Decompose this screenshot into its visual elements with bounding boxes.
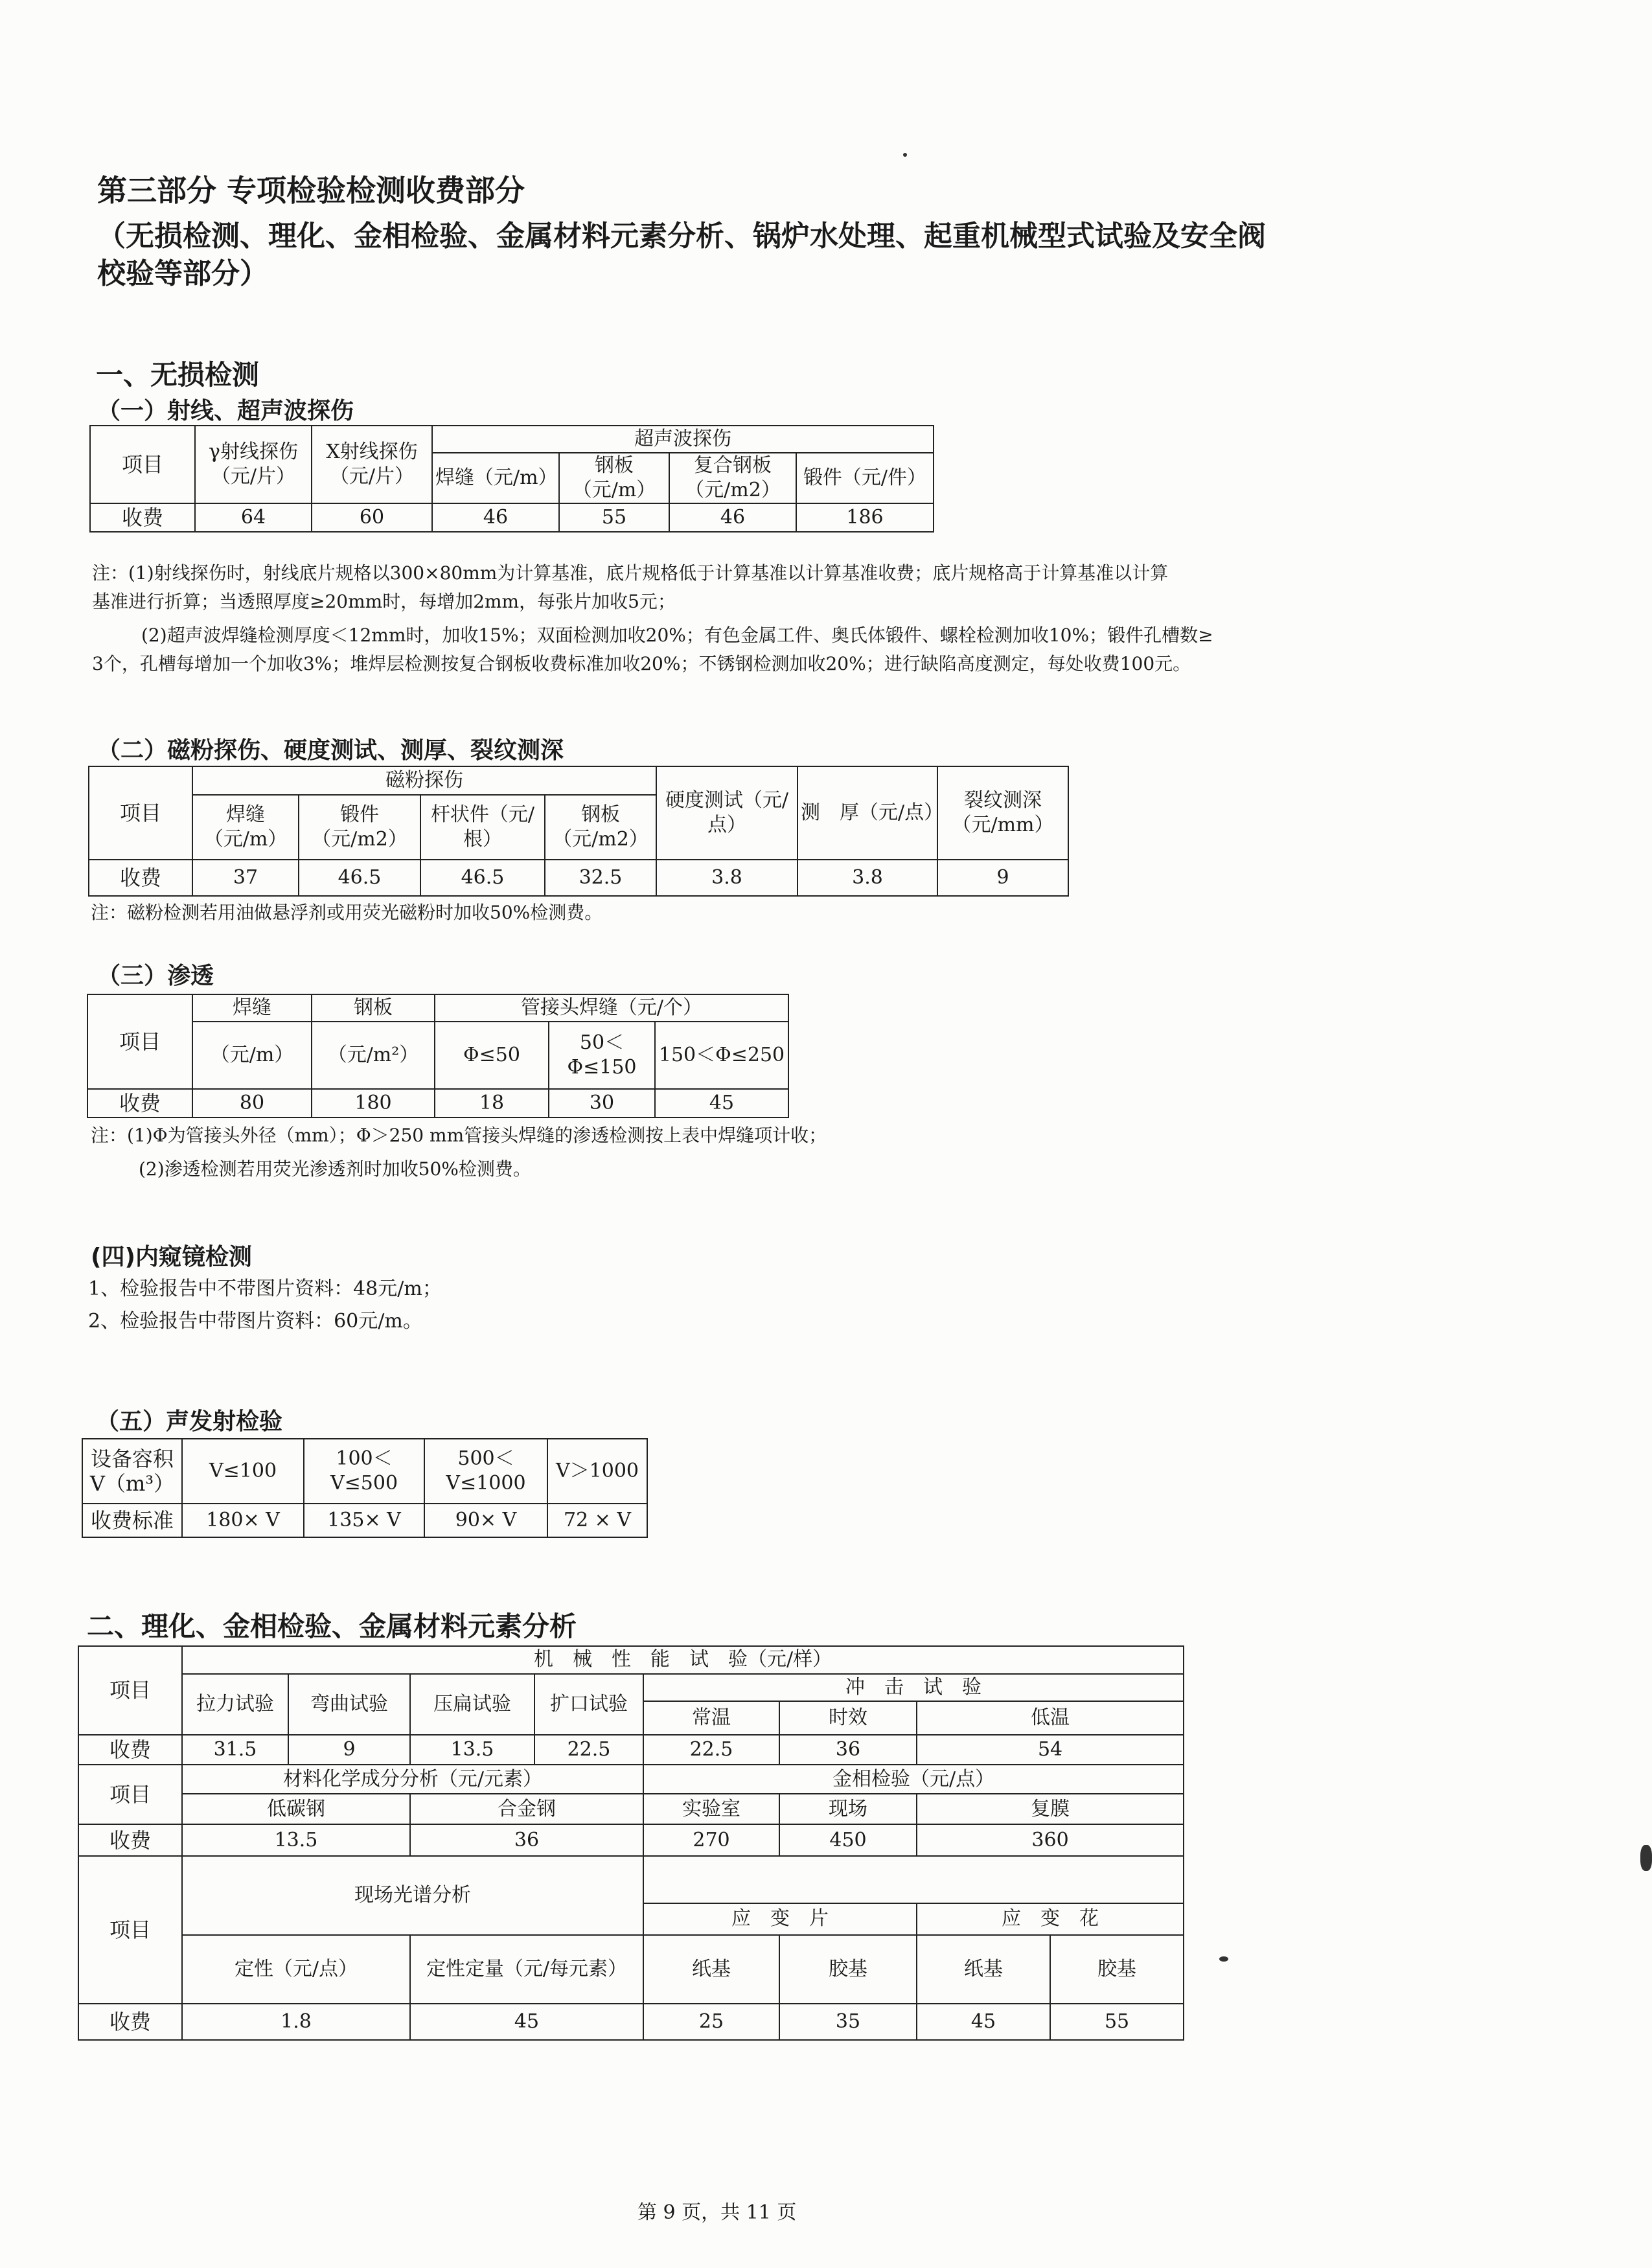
glue-base: 胶基 xyxy=(1050,1935,1184,2004)
fee-value: 30 xyxy=(549,1089,655,1117)
fee-value: 13.5 xyxy=(410,1735,534,1765)
endoscope-line-2: 2、检验报告中带图片资料：60元/m。 xyxy=(88,1310,422,1333)
header-item: 项目 xyxy=(89,766,192,860)
header-clad-plate: 复合钢板（元/m2） xyxy=(669,453,796,503)
header-plate: 钢板 xyxy=(312,994,435,1022)
volume-range: 100＜V≤500 xyxy=(304,1439,424,1504)
header-plate: 钢板（元/m2） xyxy=(545,795,656,860)
fee-value: 31.5 xyxy=(182,1735,288,1765)
header-forging: 锻件（元/m2） xyxy=(299,795,420,860)
item-label: 项目 xyxy=(78,1646,182,1735)
header-xray: X射线探伤（元/片） xyxy=(312,426,432,503)
section-2-title: 二、理化、金相检验、金属材料元素分析 xyxy=(87,1610,577,1642)
header-rod: 杆状件（元/根） xyxy=(420,795,545,860)
header-weld: 焊缝（元/m） xyxy=(432,453,559,503)
flatten-test: 压扁试验 xyxy=(410,1674,534,1735)
physical-chemical-table xyxy=(78,1645,1184,2041)
note-2-line2: 3个，孔槽每增加一个加收3%；堆焊层检测按复合钢板收费标准加收20%；不锈钢检测加收20%；进行缺陷高度测定，每处收费100元。 xyxy=(92,653,1191,674)
note-2-line1: (2)超声波焊缝检测厚度＜12mm时，加收15%；双面检测加收20%；有色金属工件、奥氏体锻件、螺栓检测加收10%；锻件孔槽数≥ xyxy=(141,624,1213,646)
impact-test-header: 冲 击 试 验 xyxy=(643,1674,1184,1702)
header-gamma: γ射线探伤（元/片） xyxy=(195,426,312,503)
penetrant-table xyxy=(87,994,789,1118)
fee-value: 135× V xyxy=(304,1504,424,1537)
paper-base: 纸基 xyxy=(917,1935,1050,2004)
header-item: 项目 xyxy=(87,994,192,1089)
impact-normal-temp: 常温 xyxy=(643,1701,779,1734)
low-carbon-steel: 低碳钢 xyxy=(182,1794,410,1824)
fee-value: 180× V xyxy=(182,1504,304,1537)
impact-aging: 时效 xyxy=(779,1701,917,1734)
fee-value: 45 xyxy=(655,1089,788,1117)
fee-value: 1.8 xyxy=(182,2004,410,2040)
subsection-2-title: （二）磁粉探伤、硬度测试、测厚、裂纹测深 xyxy=(97,737,564,764)
scan-speck xyxy=(903,153,907,157)
note-1-line2: 基准进行折算；当透照厚度≥20mm时，每增加2mm，每张片加收5元； xyxy=(92,591,676,612)
fee-value: 46 xyxy=(432,503,559,532)
fee-value: 45 xyxy=(410,2004,643,2040)
fee-value: 186 xyxy=(796,503,934,532)
magnetic-hardness-table xyxy=(88,766,1069,897)
note-1-line1: 注：(1)射线探伤时，射线底片规格以300×80mm为计算基准，底片规格低于计算基准以计算基准收费；底片规格高于计算基准以计算 xyxy=(92,562,1169,584)
header-diameter-2: 50＜Φ≤150 xyxy=(549,1022,655,1089)
fee-value: 25 xyxy=(643,2004,779,2040)
header-diameter-3: 150＜Φ≤250 xyxy=(655,1022,788,1089)
laboratory: 实验室 xyxy=(643,1794,779,1824)
fee-value: 13.5 xyxy=(182,1824,410,1856)
fee-label: 收费 xyxy=(78,1735,182,1765)
part-subtitle-line1: （无损检测、理化、金相检验、金属材料元素分析、锅炉水处理、起重机械型式试验及安全阀 xyxy=(97,220,1266,253)
paper-base: 纸基 xyxy=(643,1935,779,2004)
fee-value: 46.5 xyxy=(420,860,545,896)
on-site: 现场 xyxy=(779,1794,917,1824)
endoscope-line-1: 1、检验报告中不带图片资料：48元/m； xyxy=(88,1277,442,1300)
page-footer: 第 9 页，共 11 页 xyxy=(637,2201,797,2224)
part-title: 第三部分 专项检验检测收费部分 xyxy=(97,173,525,208)
note-penetrant-1: 注：(1)Φ为管接头外径（mm）；Φ＞250 mm管接头焊缝的渗透检测按上表中焊缝项计收； xyxy=(91,1125,827,1146)
fee-value: 46.5 xyxy=(299,860,420,896)
spectral-analysis-header: 现场光谱分析 xyxy=(182,1856,643,1935)
fee-value: 54 xyxy=(917,1735,1184,1765)
header-item: 项目 xyxy=(90,426,195,503)
header-weld: 焊缝（元/m） xyxy=(192,795,299,860)
volume-range: 500＜V≤1000 xyxy=(424,1439,547,1504)
header-magnetic: 磁粉探伤 xyxy=(192,766,656,795)
subsection-3-title: （三）渗透 xyxy=(97,963,214,989)
header-plate-unit: （元/m²） xyxy=(312,1022,435,1089)
header-diameter-1: Φ≤50 xyxy=(435,1022,549,1089)
fee-value: 18 xyxy=(435,1089,549,1117)
fee-value: 64 xyxy=(195,503,312,532)
fee-value: 35 xyxy=(779,2004,917,2040)
impact-low-temp: 低温 xyxy=(917,1701,1184,1734)
flare-test: 扩口试验 xyxy=(534,1674,643,1735)
acoustic-emission-table xyxy=(82,1438,648,1538)
subsection-5-title: （五）声发射检验 xyxy=(96,1408,283,1435)
fee-value: 90× V xyxy=(424,1504,547,1537)
fee-value: 3.8 xyxy=(656,860,797,896)
fee-value: 22.5 xyxy=(534,1735,643,1765)
item-label: 项目 xyxy=(78,1856,182,2004)
bend-test: 弯曲试验 xyxy=(288,1674,410,1735)
section-1-title: 一、无损检测 xyxy=(96,359,260,391)
fee-label: 收费 xyxy=(87,1089,192,1117)
fee-value: 9 xyxy=(288,1735,410,1765)
subsection-4-title: (四)内窥镜检测 xyxy=(91,1244,252,1270)
mechanical-test-header: 机 械 性 能 试 验（元/样） xyxy=(182,1646,1184,1674)
fee-value: 45 xyxy=(917,2004,1050,2040)
replica: 复膜 xyxy=(917,1794,1184,1824)
tensile-test: 拉力试验 xyxy=(182,1674,288,1735)
note-penetrant-2: (2)渗透检测若用荧光渗透剂时加收50%检测费。 xyxy=(139,1158,531,1180)
fee-value: 32.5 xyxy=(545,860,656,896)
header-ultrasonic: 超声波探伤 xyxy=(432,426,934,453)
fee-value: 22.5 xyxy=(643,1735,779,1765)
header-crack-depth: 裂纹测深（元/mm） xyxy=(937,766,1068,860)
volume-label: 设备容积V（m³） xyxy=(82,1439,182,1504)
fee-value: 180 xyxy=(312,1089,435,1117)
fee-value: 360 xyxy=(917,1824,1184,1856)
fee-label: 收费 xyxy=(78,2004,182,2040)
header-weld-unit: （元/m） xyxy=(192,1022,312,1089)
fee-value: 55 xyxy=(559,503,669,532)
fee-label: 收费 xyxy=(89,860,192,896)
quantitative: 定性定量（元/每元素） xyxy=(410,1935,643,2004)
alloy-steel: 合金钢 xyxy=(410,1794,643,1824)
fee-value: 3.8 xyxy=(797,860,937,896)
note-magnetic: 注：磁粉检测若用油做悬浮剂或用荧光磁粉时加收50%检测费。 xyxy=(91,902,603,923)
volume-range: V≤100 xyxy=(182,1439,304,1504)
qualitative: 定性（元/点） xyxy=(182,1935,410,2004)
item-label: 项目 xyxy=(78,1765,182,1824)
header-pipe-joint: 管接头焊缝（元/个） xyxy=(435,994,788,1022)
fee-value: 36 xyxy=(410,1824,643,1856)
fee-value: 80 xyxy=(192,1089,312,1117)
chemical-analysis-header: 材料化学成分分析（元/元素） xyxy=(182,1765,643,1794)
header-hardness: 硬度测试（元/点） xyxy=(656,766,797,860)
strain-gauge-header: 应 变 片 xyxy=(643,1903,917,1935)
header-plate: 钢板（元/m） xyxy=(559,453,669,503)
part-subtitle-line2: 校验等部分） xyxy=(97,257,268,290)
scan-speck xyxy=(1219,1956,1228,1962)
fee-value: 72 × V xyxy=(547,1504,647,1537)
fee-value: 450 xyxy=(779,1824,917,1856)
fee-value: 37 xyxy=(192,860,299,896)
fee-standard-label: 收费标准 xyxy=(82,1504,182,1537)
glue-base: 胶基 xyxy=(779,1935,917,2004)
header-thickness: 测 厚（元/点） xyxy=(797,766,937,860)
fee-value: 46 xyxy=(669,503,796,532)
fee-label: 收费 xyxy=(90,503,195,532)
strain-rosette-header: 应 变 花 xyxy=(917,1903,1184,1935)
subsection-1-title: （一）射线、超声波探伤 xyxy=(97,398,354,424)
fee-value: 60 xyxy=(312,503,432,532)
fee-label: 收费 xyxy=(78,1824,182,1856)
scan-edge-mark xyxy=(1640,1845,1652,1871)
radiography-ultrasonic-table xyxy=(89,425,934,533)
header-weld: 焊缝 xyxy=(192,994,312,1022)
fee-value: 9 xyxy=(937,860,1068,896)
volume-range: V＞1000 xyxy=(547,1439,647,1504)
fee-value: 270 xyxy=(643,1824,779,1856)
fee-value: 36 xyxy=(779,1735,917,1765)
header-forging: 锻件（元/件） xyxy=(796,453,934,503)
metallographic-header: 金相检验（元/点） xyxy=(643,1765,1184,1794)
fee-value: 55 xyxy=(1050,2004,1184,2040)
